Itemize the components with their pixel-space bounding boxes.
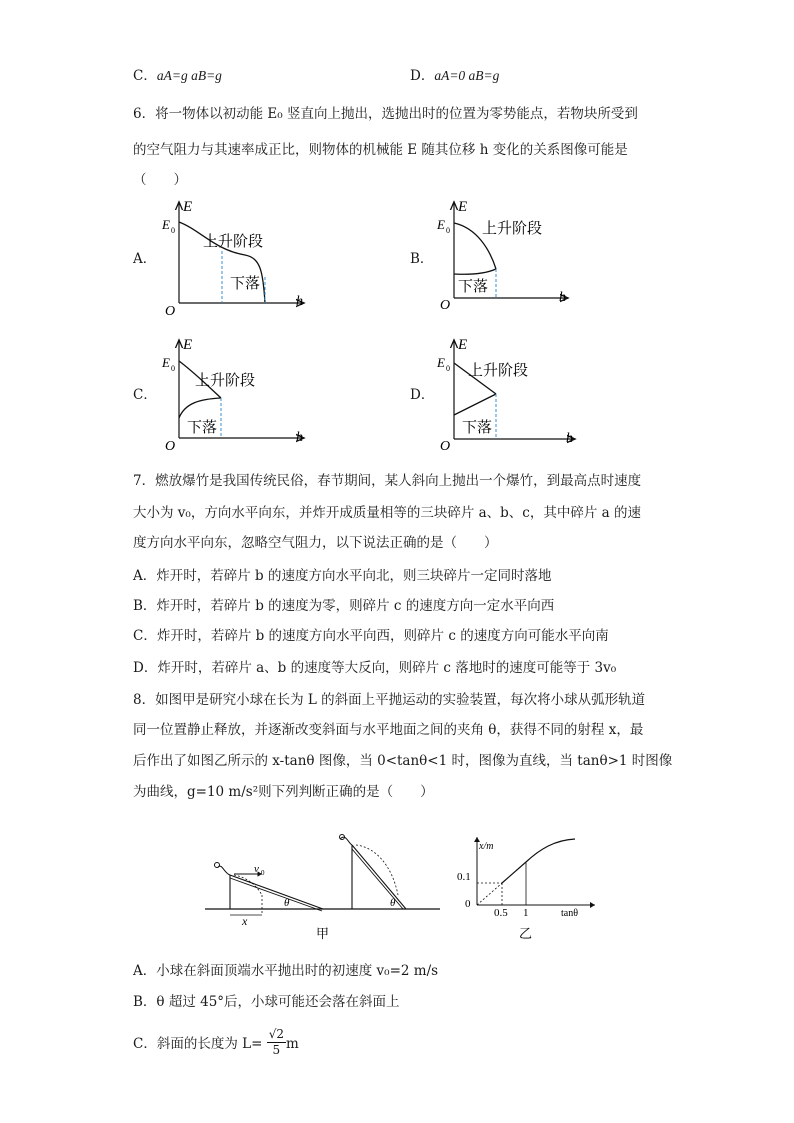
q7-option-b: B．炸开时，若碎片 b 的速度为零，则碎片 c 的速度方向一定水平向西 bbox=[133, 598, 555, 614]
e0-subscript: 0 bbox=[446, 226, 450, 235]
fraction-numerator: √2 bbox=[268, 1027, 284, 1041]
fall-label: 下落 bbox=[458, 277, 489, 295]
incline-2 bbox=[352, 845, 406, 909]
e0-label: E bbox=[437, 217, 445, 232]
q8-line1: 8．如图甲是研究小球在长为 L 的斜面上平抛运动的实验装置，每次将小球从弧形轨道 bbox=[133, 692, 646, 708]
e0-label: E bbox=[162, 217, 170, 232]
yi-x-label: tanθ bbox=[561, 908, 579, 919]
figure-yi-caption: 乙 bbox=[519, 927, 533, 942]
e0-subscript: 0 bbox=[171, 226, 175, 235]
yi-y-label: x/m bbox=[479, 841, 494, 852]
rise-label: 上升阶段 bbox=[203, 232, 264, 250]
axis-e-label: E bbox=[458, 199, 468, 215]
q7-line1: 7．燃放爆竹是我国传统民俗，春节期间，某人斜向上抛出一个爆竹，到最高点时速度 bbox=[133, 473, 642, 489]
yi-tick-x1: 0.5 bbox=[494, 907, 508, 919]
q6-graph-c bbox=[155, 333, 315, 453]
curved-track-2 bbox=[340, 837, 352, 845]
q5-option-d bbox=[410, 66, 499, 86]
fall-curve bbox=[179, 398, 221, 418]
q8-line4: 为曲线，g=10 m/s²则下列判断正确的是（ ） bbox=[133, 784, 434, 800]
q6-line2: 的空气阻力与其速率成正比，则物体的机械能 E 随其位移 h 变化的关系图像可能是 bbox=[133, 142, 628, 158]
incline bbox=[230, 875, 323, 909]
q5-option-c-label: C． bbox=[133, 68, 157, 84]
q7-option-d: D．炸开时，若碎片 a、b 的速度等大反向，则碎片 c 落地时的速度可能等于 3v₀ bbox=[133, 660, 617, 676]
incline-edge bbox=[230, 878, 322, 911]
axis-h-label: h bbox=[559, 290, 566, 305]
curved-track bbox=[218, 866, 230, 875]
q6-graph-d bbox=[432, 333, 582, 453]
figure-jia-caption: 甲 bbox=[316, 927, 330, 942]
q8-option-c-prefix: C．斜面的长度为 L= bbox=[133, 1036, 263, 1052]
fraction bbox=[267, 1027, 286, 1058]
e0-label: E bbox=[162, 355, 170, 370]
q7-option-a: A．炸开时，若碎片 b 的速度方向水平向北，则三块碎片一定同时落地 bbox=[133, 568, 552, 584]
x-label: x bbox=[242, 914, 248, 928]
yi-tick-y: 0.1 bbox=[457, 871, 471, 883]
q6-line1: 6．将一物体以初动能 E₀ 竖直向上抛出，选抛出时的位置为零势能点，若物块所受到 bbox=[133, 106, 638, 122]
fall-label: 下落 bbox=[230, 274, 261, 292]
q6-paren: （ ） bbox=[133, 172, 187, 188]
q5-option-c-text: aA=g aB=g bbox=[156, 68, 222, 83]
q8-option-b: B．θ 超过 45°后，小球可能还会落在斜面上 bbox=[133, 994, 400, 1010]
axis-e-label: E bbox=[183, 199, 193, 215]
fall-label: 下落 bbox=[462, 418, 493, 436]
q8-line2: 同一位置静止释放，并逐渐改变斜面与水平地面之间的夹角 θ，获得不同的射程 x，最 bbox=[133, 722, 644, 738]
axis-h-label: h bbox=[566, 431, 573, 446]
fraction-denominator: 5 bbox=[272, 1043, 281, 1057]
unit: m bbox=[285, 1036, 299, 1052]
fall-line bbox=[454, 394, 496, 415]
q7-option-c: C．炸开时，若碎片 b 的速度方向水平向西，则碎片 c 的速度方向可能水平向南 bbox=[133, 628, 609, 644]
yi-curve bbox=[526, 839, 575, 862]
q6-option-d-label: D． bbox=[410, 387, 435, 403]
q8-figure-yi bbox=[455, 825, 605, 945]
axis-h-label: h bbox=[296, 294, 303, 309]
yi-linear-segment bbox=[502, 862, 526, 883]
axis-e-label: E bbox=[458, 337, 468, 353]
theta-label-2: θ bbox=[390, 897, 396, 909]
q5-option-d-label: D． bbox=[410, 68, 435, 84]
q5-option-c bbox=[133, 66, 222, 86]
q7-line2: 大小为 v₀，方向水平向东，并炸开成质量相等的三块碎片 a、b、c，其中碎片 a 的速 bbox=[133, 505, 642, 521]
q6-option-a-label: A． bbox=[133, 251, 157, 267]
v0-subscript: 0 bbox=[261, 869, 265, 877]
origin-label: O bbox=[440, 439, 451, 453]
q8-option-c bbox=[133, 1029, 299, 1060]
q6-graph-b bbox=[432, 195, 577, 315]
e0-subscript: 0 bbox=[446, 364, 450, 373]
yi-origin: 0 bbox=[465, 898, 471, 910]
q6-graph-a bbox=[155, 195, 315, 320]
trajectory-2 bbox=[356, 845, 398, 895]
e0-label: E bbox=[437, 355, 445, 370]
rise-label: 上升阶段 bbox=[468, 361, 529, 379]
q8-line3: 后作出了如图乙所示的 x-tanθ 图像，当 0<tanθ<1 时，图像为直线，当 tanθ>1 时图像 bbox=[133, 753, 673, 769]
q6-option-c-label: C． bbox=[133, 387, 157, 403]
axis-h-label: h bbox=[296, 430, 303, 445]
q7-line3: 度方向水平向东，忽略空气阻力，以下说法正确的是（ ） bbox=[133, 535, 498, 551]
yi-tick-x2: 1 bbox=[523, 907, 529, 919]
q8-figure-jia bbox=[200, 825, 445, 945]
origin-label: O bbox=[440, 298, 451, 313]
rise-label: 上升阶段 bbox=[195, 371, 256, 389]
origin-label: O bbox=[165, 304, 176, 319]
q8-option-a: A．小球在斜面顶端水平抛出时的初速度 v₀=2 m/s bbox=[133, 963, 439, 979]
theta-label-1: θ bbox=[284, 897, 290, 909]
fall-label: 下落 bbox=[187, 418, 218, 436]
q5-option-d-text: aA=0 aB=g bbox=[434, 68, 500, 83]
q6-option-b-label: B． bbox=[410, 251, 434, 267]
axis-e-label: E bbox=[183, 337, 193, 353]
fall-curve bbox=[454, 269, 496, 274]
v0-label: v bbox=[254, 863, 259, 875]
ball bbox=[215, 863, 220, 868]
rise-label: 上升阶段 bbox=[482, 219, 543, 237]
e0-subscript: 0 bbox=[171, 364, 175, 373]
origin-label: O bbox=[165, 439, 176, 453]
